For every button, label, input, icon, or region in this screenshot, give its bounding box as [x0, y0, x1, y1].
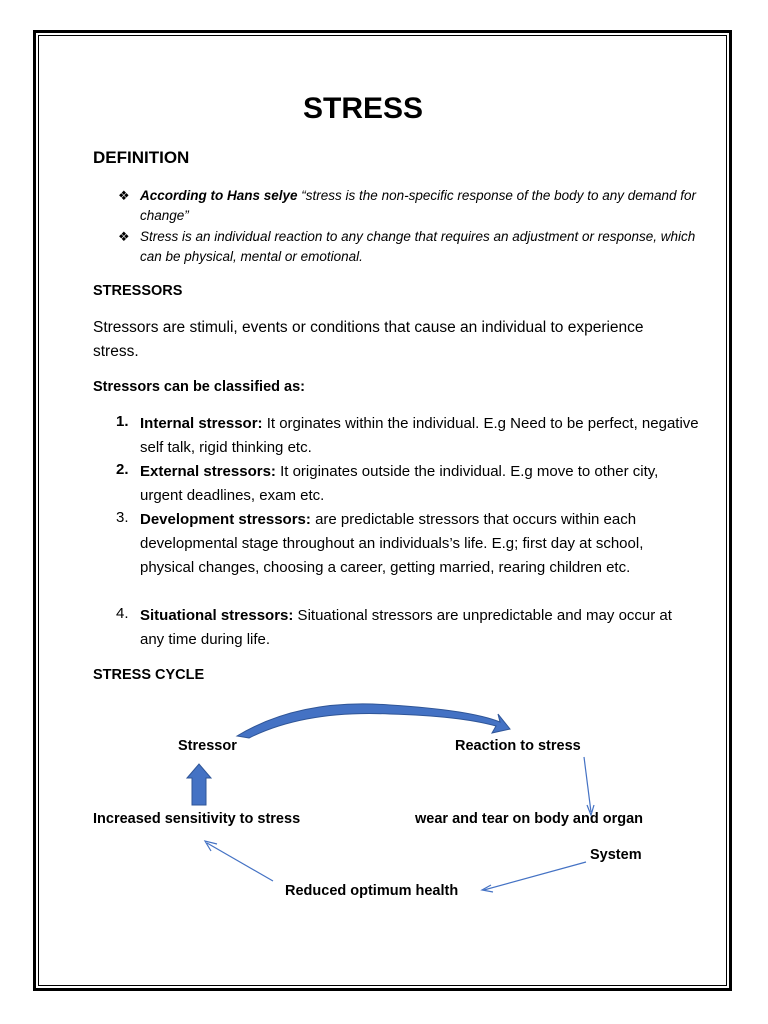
list-item-situational: Situational stressors: Situational stressors are unpredictable and may occur at any time during life.: [140, 607, 672, 648]
cycle-increased-sensitivity: Increased sensitivity to stress: [93, 811, 301, 827]
arrow-system-to-reduced: [484, 862, 586, 890]
up-arrow-to-stressor: [187, 764, 211, 805]
list-number-1: 1.: [116, 413, 129, 430]
stressors-heading: STRESSORS: [93, 283, 183, 299]
list-number-4: 4.: [116, 605, 129, 622]
arrow-reduced-to-increased-head: [205, 841, 217, 851]
definition-heading: DEFINITION: [93, 148, 190, 167]
classified-heading: Stressors can be classified as:: [93, 379, 305, 395]
arrow-reduced-to-increased: [207, 843, 273, 881]
list-item-development: Development stressors: are predictable stressors that occurs within each developmental stage throughout an individuals’s life. E.g; first day at school, physical changes, choosing a career, getting married, rearing children etc.: [140, 511, 644, 576]
list-item-internal: Internal stressor: It orginates within the individual. E.g Need to be perfect, negative self talk, rigid thinking etc.: [140, 415, 699, 456]
stress-cycle-heading: STRESS CYCLE: [93, 667, 205, 683]
diamond-bullet-icon: ❖: [118, 188, 130, 203]
definition-bullet-1-bold: According to Hans selye: [140, 188, 298, 203]
arrow-reaction-to-wear: [584, 757, 591, 812]
list-number-3: 3.: [116, 509, 129, 526]
curved-arrow-stressor-to-reaction: [237, 704, 510, 738]
cycle-reduced-health: Reduced optimum health: [285, 883, 459, 899]
cycle-stressor: Stressor: [178, 738, 237, 754]
cycle-wear-and-tear: wear and tear on body and organ: [415, 811, 644, 827]
cycle-reaction: Reaction to stress: [455, 738, 581, 754]
list-number-2: 2.: [116, 461, 129, 478]
cycle-system: System: [590, 847, 642, 863]
stressors-paragraph: Stressors are stimuli, events or conditions that cause an individual to experience stress.: [93, 319, 644, 360]
list-item-external: External stressors: It originates outside the individual. E.g move to other city, urgent deadlines, exam etc.: [140, 463, 659, 504]
page-title: STRESS: [302, 92, 424, 125]
diamond-bullet-icon: ❖: [118, 229, 130, 244]
definition-bullet-1-text: “stress is the non-specific response of the body to any demand for change”: [140, 188, 697, 223]
definition-bullet-2: Stress is an individual reaction to any change that requires an adjustment or response, which can be physical, mental or emotional.: [140, 229, 696, 264]
